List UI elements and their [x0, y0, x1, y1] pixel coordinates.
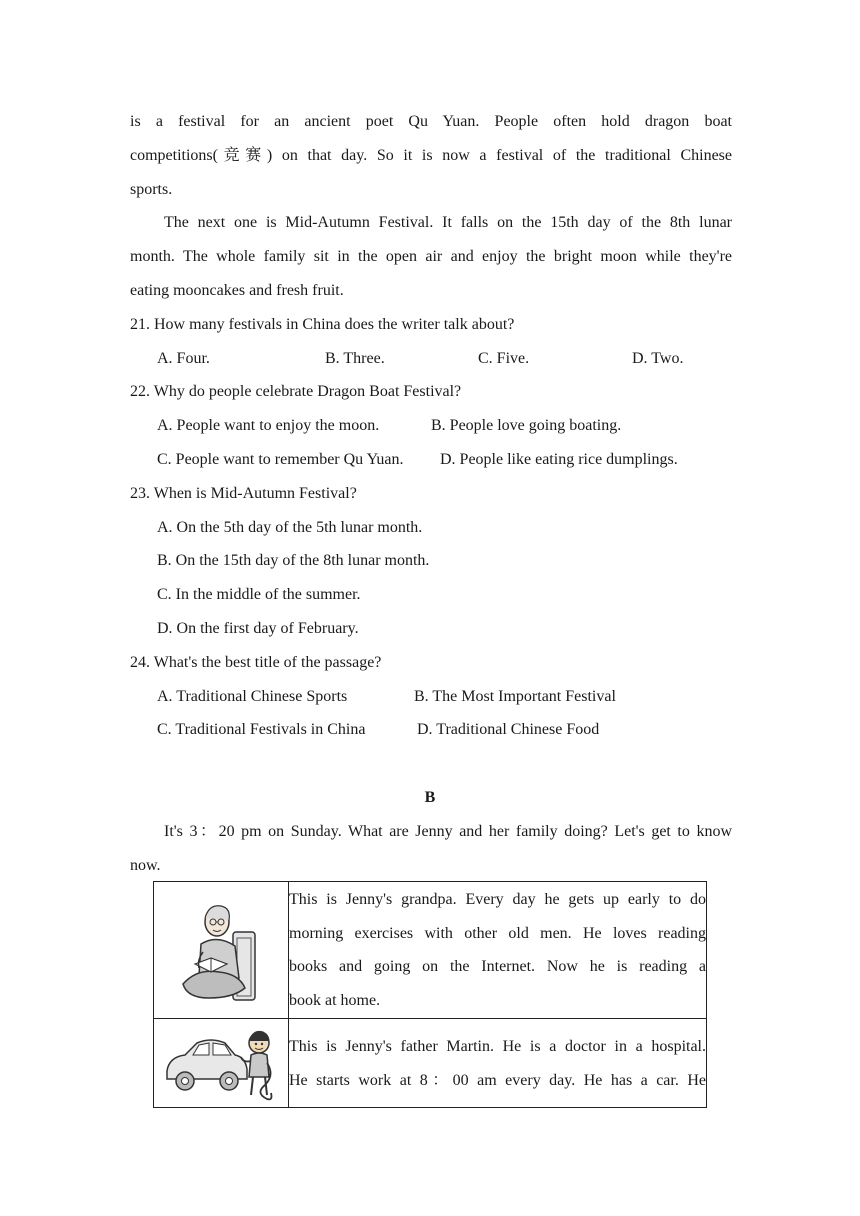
question-stem-21: 21. How many festivals in China does the writer talk about? [130, 316, 515, 333]
option-a: A. On the 5th day of the 5th lunar month. [157, 519, 423, 536]
question-options-24a [157, 680, 717, 714]
passage-line: sports. [130, 181, 173, 198]
description-cell [289, 1019, 707, 1108]
question-stem-24: 24. What's the best title of the passage? [130, 654, 382, 671]
option-b: B. Three. [325, 350, 385, 367]
family-table [153, 881, 707, 1108]
passage-line: The next one is Mid-Autumn Festival. It falls on the 15th day of the 8th lunar [164, 214, 732, 231]
table-row [154, 882, 707, 1019]
passage-line: is a festival for an ancient poet Qu Yuan. People often hold dragon boat [130, 113, 732, 130]
description-line: He starts work at 8：00 am every day. He has a car. He [289, 1071, 706, 1089]
question-stem-23: 23. When is Mid-Autumn Festival? [130, 485, 357, 502]
intro-line: now. [130, 857, 161, 874]
grandpa-reading-icon [173, 898, 269, 1002]
passage-line: eating mooncakes and fresh fruit. [130, 282, 344, 299]
option-d: D. Traditional Chinese Food [417, 721, 600, 738]
description-line: books and going on the Internet. Now he is reading a [289, 958, 706, 976]
option-b: B. The Most Important Festival [414, 688, 616, 705]
picture-cell [154, 1019, 289, 1108]
option-a: A. People want to enjoy the moon. [157, 417, 380, 434]
option-c: C. People want to remember Qu Yuan. [157, 451, 404, 468]
option-c: C. In the middle of the summer. [157, 586, 361, 603]
option-b: B. People love going boating. [431, 417, 622, 434]
description-cell [289, 882, 707, 1019]
description-line: This is Jenny's father Martin. He is a doctor in a hospital. [289, 1038, 706, 1055]
option-a: A. Traditional Chinese Sports [157, 688, 348, 705]
question-stem-22: 22. Why do people celebrate Dragon Boat Festival? [130, 383, 462, 400]
question-options-22b [157, 443, 717, 477]
question-options-21 [157, 342, 717, 376]
description-line: morning exercises with other old men. He loves reading [289, 924, 706, 942]
option-d: D. On the first day of February. [157, 620, 359, 637]
table-row [154, 1019, 707, 1108]
boy-washing-car-illustration [154, 1019, 288, 1107]
option-c: C. Traditional Festivals in China [157, 721, 366, 738]
option-c: C. Five. [478, 350, 530, 367]
grandpa-reading-illustration [154, 882, 288, 1018]
question-options-24b [157, 713, 717, 747]
passage-line: competitions(竞赛) on that day. So it is now a festival of the traditional Chinese [130, 147, 732, 164]
passage-line: month. The whole family sit in the open air and enjoy the bright moon while they're [130, 248, 732, 265]
option-a: A. Four. [157, 350, 210, 367]
option-d: D. People like eating rice dumplings. [440, 451, 678, 468]
section-heading: B [424, 789, 436, 806]
question-options-22a [157, 409, 717, 443]
description-line: book at home. [289, 992, 381, 1010]
intro-line: It's 3：20 pm on Sunday. What are Jenny and her family doing? Let's get to know [164, 823, 732, 840]
car-washing-icon [163, 1023, 279, 1103]
option-b: B. On the 15th day of the 8th lunar month. [157, 552, 430, 569]
option-d: D. Two. [632, 350, 684, 367]
description-line: This is Jenny's grandpa. Every day he gets up early to do [289, 891, 706, 908]
picture-cell [154, 882, 289, 1019]
